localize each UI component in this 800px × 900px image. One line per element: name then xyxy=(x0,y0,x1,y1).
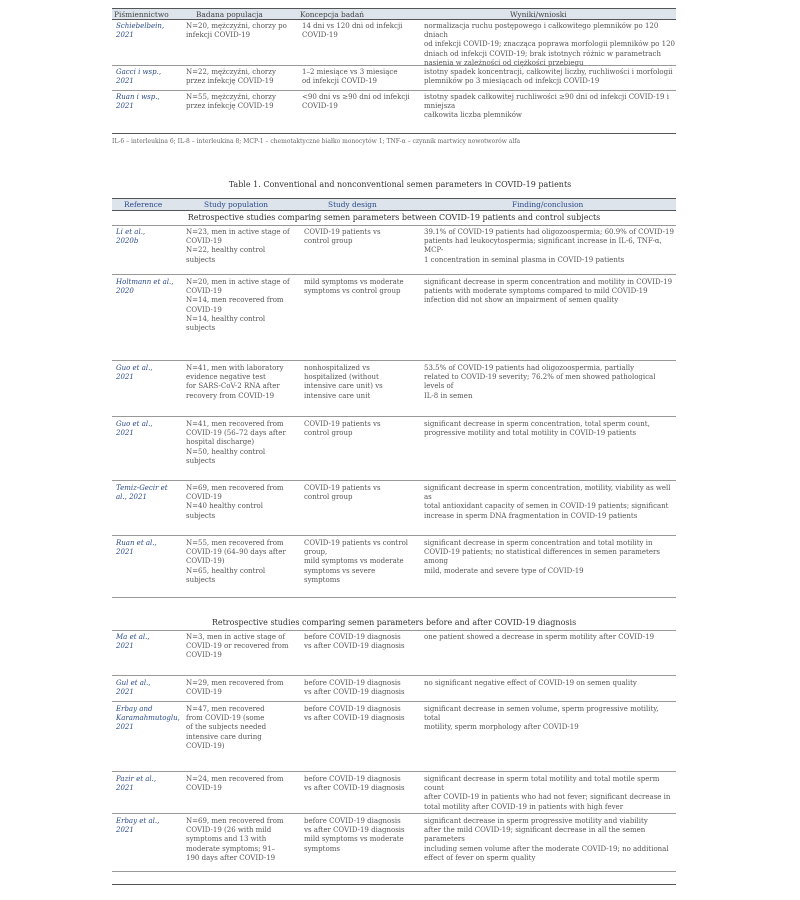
text-line: N=14, healthy control xyxy=(186,314,266,323)
text-line: before COVID-19 diagnosis xyxy=(304,679,401,687)
table-cell-population xyxy=(186,93,296,111)
text-line: mild symptoms vs moderate xyxy=(304,835,404,844)
table-cell-population xyxy=(186,420,298,466)
text-line: after COVID-19 in patients who had not fever; significant decrease in xyxy=(424,793,671,802)
text-line: control group xyxy=(304,493,353,502)
text-line: Guo et al., xyxy=(116,420,153,428)
text-line: COVID-19 patients; no statistical differences in semen parameters among xyxy=(424,548,660,566)
table-cell-result xyxy=(424,817,676,863)
table-cell-population xyxy=(186,22,296,40)
text-line: Guo et al., xyxy=(116,364,153,372)
text-line: COVID-19 xyxy=(186,688,222,697)
text-line: N=65, healthy control xyxy=(186,566,266,575)
text-line: 2021 xyxy=(116,642,134,651)
table-cell-reference xyxy=(116,420,184,438)
table-cell-design xyxy=(302,93,420,111)
text-line: COVID-19 xyxy=(186,237,222,246)
table-cell-result xyxy=(424,484,676,521)
text-line: intensive care during xyxy=(186,732,262,741)
text-line: N=40 healthy control xyxy=(186,502,263,511)
row-divider xyxy=(112,480,676,481)
table-cell-reference xyxy=(116,633,184,651)
row-divider xyxy=(112,675,676,676)
section-rule xyxy=(112,225,676,226)
text-line: 1–2 miesiące vs 3 miesiące xyxy=(302,68,398,76)
text-line: N=22, healthy control xyxy=(186,246,266,255)
text-line: of the subjects needed xyxy=(186,723,267,732)
table-cell-population xyxy=(186,484,298,521)
text-line: al., 2021 xyxy=(116,493,147,502)
text-line: patients had leukocytospermia; significant increase in IL-6, TNF-α, MCP- xyxy=(424,237,662,255)
table-cell-population xyxy=(186,633,298,661)
text-line: symptoms and 13 with xyxy=(186,835,267,844)
table-cell-design xyxy=(304,775,422,793)
text-line: for SARS-CoV-2 RNA after xyxy=(186,382,280,391)
text-line: from COVID-19 (some xyxy=(186,714,265,723)
text-line: N=55, men recovered from xyxy=(186,539,284,547)
table-cell-reference xyxy=(116,705,184,733)
text-line: N=55, mężczyźni, chorzy xyxy=(186,93,276,101)
table-cell-population xyxy=(186,775,298,793)
table-cell-population xyxy=(186,679,298,697)
text-line: control group xyxy=(304,429,353,438)
text-line: COVID-19 (64–90 days after xyxy=(186,548,286,557)
text-line: significant decrease in sperm concentration, motility, viability as well as xyxy=(424,484,671,502)
text-line: increase in sperm DNA fragmentation in COVID-19 patients xyxy=(424,511,638,520)
row-divider xyxy=(112,701,676,702)
column-header: Wyniki/wnioski xyxy=(510,10,567,19)
table-cell-design xyxy=(304,817,422,854)
row-divider xyxy=(112,871,676,872)
text-line: total antioxidant capacity of semen in COVID-19 patients; significant xyxy=(424,502,669,511)
text-line: 2021 xyxy=(116,77,134,86)
text-line: intensive care unit) vs xyxy=(304,382,383,391)
text-line: 2021 xyxy=(116,429,134,438)
text-line: całkowita liczba plemników xyxy=(424,111,522,120)
text-line: control group xyxy=(304,237,353,246)
text-line: COVID-19) xyxy=(186,557,225,566)
text-line: infekcji COVID-19 xyxy=(186,31,251,40)
text-line: 1 concentration in seminal plasma in COVID-19 patients xyxy=(424,255,625,264)
text-line: istotny spadek koncentracji, całkowitej liczby, ruchliwości i morfologii xyxy=(424,68,673,76)
text-line: COVID-19 xyxy=(186,305,222,314)
table-cell-result xyxy=(424,68,676,86)
table-cell-result xyxy=(424,679,676,688)
text-line: intensive care unit xyxy=(304,391,371,400)
table-cell-design xyxy=(304,679,422,697)
table-cell-design xyxy=(304,705,422,723)
row-divider xyxy=(112,597,676,598)
text-line: 2021 xyxy=(116,723,134,732)
text-line: subjects xyxy=(186,324,216,333)
text-line: COVID-19 xyxy=(302,31,338,40)
text-line: 2021 xyxy=(116,31,134,40)
column-header: Study design xyxy=(328,200,377,209)
text-line: 14 dni vs 120 dni od infekcji xyxy=(302,22,403,30)
column-header: Koncepcja badań xyxy=(300,10,364,19)
table-cell-design xyxy=(304,278,422,296)
table-cell-result xyxy=(424,539,676,576)
text-line: 2021 xyxy=(116,548,134,557)
text-line: COVID-19 xyxy=(186,784,222,793)
text-line: infection did not show an impairment of semen quality xyxy=(424,296,619,305)
table-cell-population xyxy=(186,364,298,401)
text-line: normalizacja ruchu postępowego i całkowitego plemników po 120 dniach xyxy=(424,22,659,40)
table-cell-design xyxy=(304,484,422,502)
table-cell-reference xyxy=(116,228,184,246)
row-divider xyxy=(112,360,676,361)
text-line: COVID-19) xyxy=(186,741,225,750)
table-cell-population xyxy=(186,817,298,863)
table-cell-design xyxy=(304,364,422,401)
text-line: before COVID-19 diagnosis xyxy=(304,633,401,641)
table-cell-reference xyxy=(116,484,184,502)
section-title: Retrospective studies comparing semen parameters between COVID-19 patients and control subjects xyxy=(187,213,601,222)
text-line: Erbay and xyxy=(116,705,153,713)
text-line: COVID-19 (26 with mild xyxy=(186,826,272,835)
text-line: 2020 xyxy=(116,287,134,296)
column-header: Finding/conclusion xyxy=(512,200,584,209)
table-cell-reference xyxy=(116,22,182,40)
text-line: nasienia w zależności od ciężkości przebiegu xyxy=(424,58,584,67)
text-line: Ma et al., xyxy=(116,633,150,641)
table-cell-design xyxy=(302,68,420,86)
text-line: motility, sperm morphology after COVID-19 xyxy=(424,723,579,732)
table-cell-design xyxy=(304,228,422,246)
table-cell-population xyxy=(186,228,298,265)
text-line: plemników po 3 miesiącach od infekcji COVID-19 xyxy=(424,77,600,86)
text-line: vs after COVID-19 diagnosis xyxy=(304,784,405,793)
text-line: N=47, men recovered xyxy=(186,705,265,713)
text-line: before COVID-19 diagnosis xyxy=(304,705,401,713)
row-divider xyxy=(112,535,676,536)
text-line: N=23, men in active stage of xyxy=(186,228,290,236)
text-line: przez infekcję COVID-19 xyxy=(186,77,274,86)
text-line: COVID-19 or recovered from xyxy=(186,642,289,651)
text-line: progressive motility and total motility in COVID-19 patients xyxy=(424,429,637,438)
text-line: COVID-19 patients vs control xyxy=(304,539,409,547)
text-line: N=29, men recovered from xyxy=(186,679,284,687)
text-line: <90 dni vs ≥90 dni od infekcji xyxy=(302,93,410,101)
text-line: N=69, men recovered from xyxy=(186,817,284,825)
text-line: subjects xyxy=(186,456,216,465)
text-line: Li et al., xyxy=(116,228,146,236)
text-line: vs after COVID-19 diagnosis xyxy=(304,642,405,651)
table-cell-result xyxy=(424,775,676,812)
text-line: N=50, healthy control xyxy=(186,447,266,456)
table-cell-result xyxy=(424,420,676,438)
table1-header-rule xyxy=(112,210,676,211)
text-line: hospitalized (without xyxy=(304,373,379,382)
text-line: COVID-19 patients vs xyxy=(304,484,381,492)
text-line: vs after COVID-19 diagnosis xyxy=(304,714,405,723)
text-line: Gul et al., xyxy=(116,679,151,687)
text-line: significant decrease in semen volume, sperm progressive motility, total xyxy=(424,705,659,723)
top-table-bottom-rule xyxy=(112,133,676,134)
table1-bottom-rule xyxy=(112,884,676,885)
text-line: symptoms xyxy=(304,844,340,853)
text-line: IL-8 in semen xyxy=(424,391,473,400)
table-cell-design xyxy=(304,539,422,585)
text-line: COVID-19 xyxy=(302,102,338,111)
text-line: Erbay et al., xyxy=(116,817,160,825)
text-line: recovery from COVID-19 xyxy=(186,391,275,400)
text-line: vs after COVID-19 diagnosis xyxy=(304,826,405,835)
text-line: Ruan i wsp., xyxy=(116,93,160,101)
text-line: subjects xyxy=(186,575,216,584)
text-line: before COVID-19 diagnosis xyxy=(304,775,401,783)
table-cell-result xyxy=(424,93,676,121)
text-line: N=41, men recovered from xyxy=(186,420,284,428)
table-cell-result xyxy=(424,22,676,68)
section-rule xyxy=(112,630,676,631)
text-line: related to COVID-19 severity; 76.2% of men showed pathological levels of xyxy=(424,373,656,391)
table-cell-reference xyxy=(116,817,184,835)
text-line: N=24, men recovered from xyxy=(186,775,284,783)
text-line: no significant negative effect of COVID-19 on semen quality xyxy=(424,679,637,687)
text-line: subjects xyxy=(186,255,216,264)
table-cell-result xyxy=(424,633,676,642)
text-line: COVID-19 xyxy=(186,287,222,296)
text-line: Gacci i wsp., xyxy=(116,68,162,76)
text-line: 190 days after COVID-19 xyxy=(186,853,276,862)
text-line: symptoms vs severe xyxy=(304,566,376,575)
text-line: mild symptoms vs moderate xyxy=(304,557,404,566)
table-cell-population xyxy=(186,68,296,86)
text-line: COVID-19 xyxy=(186,493,222,502)
row-divider xyxy=(112,813,676,814)
text-line: COVID-19 patients vs xyxy=(304,420,381,428)
table-cell-result xyxy=(424,228,676,265)
text-line: istotny spadek całkowitej ruchliwości ≥90 dni od infekcji COVID-19 i mniejsza xyxy=(424,93,669,111)
table-footnote: IL-6 – interleukina 6; IL-8 – interleukina 8; MCP-1 – chemotaktyczne białko monocytów 1; TNF-α – czynnik martwicy nowotworów alfa xyxy=(112,138,521,145)
column-header: Badana populacja xyxy=(196,10,263,19)
row-divider xyxy=(112,416,676,417)
text-line: total motility after COVID-19 in patients with high fever xyxy=(424,802,624,811)
text-line: before COVID-19 diagnosis xyxy=(304,817,401,825)
column-header: Piśmiennictwo xyxy=(114,10,169,19)
text-line: evidence negative test xyxy=(186,373,266,382)
top-table-header-rule xyxy=(112,19,676,20)
text-line: N=41, men with laboratory xyxy=(186,364,284,372)
text-line: 39.1% of COVID-19 patients had oligozoospermia; 60.9% of COVID-19 xyxy=(424,228,674,236)
row-divider xyxy=(112,90,676,91)
top-table-top-rule xyxy=(112,8,676,9)
text-line: significant decrease in sperm total motility and total motile sperm count xyxy=(424,775,660,793)
text-line: Pazir et al., xyxy=(116,775,157,783)
text-line: dniach od infekcji COVID-19; brak istotnych różnic w parametrach xyxy=(424,49,661,58)
text-line: patients with moderate symptoms compared to mild COVID-19 xyxy=(424,287,648,296)
column-header: Study population xyxy=(204,200,269,209)
text-line: N=69, men recovered from xyxy=(186,484,284,492)
text-line: N=20, mężczyźni, chorzy po xyxy=(186,22,287,30)
table-cell-reference xyxy=(116,278,184,296)
table-cell-reference xyxy=(116,364,184,382)
table-caption: Table 1. Conventional and nonconventional semen parameters in COVID-19 patients xyxy=(228,180,572,189)
text-line: mild, moderate and severe type of COVID-19 xyxy=(424,566,584,575)
table-cell-reference xyxy=(116,775,184,793)
text-line: 2021 xyxy=(116,373,134,382)
text-line: N=20, men in active stage of xyxy=(186,278,290,286)
text-line: 2020b xyxy=(116,237,139,246)
table-cell-design xyxy=(304,420,422,438)
table-cell-reference xyxy=(116,93,182,111)
table-header-bar xyxy=(112,198,676,210)
text-line: przez infekcję COVID-19 xyxy=(186,102,274,111)
text-line: 2021 xyxy=(116,784,134,793)
text-line: 2021 xyxy=(116,688,134,697)
row-divider xyxy=(112,65,676,66)
text-line: Schiebelbein, xyxy=(116,22,165,30)
text-line: significant decrease in sperm concentration and total motility in xyxy=(424,539,653,547)
text-line: Holtmann et al., xyxy=(116,278,174,286)
table-cell-design xyxy=(302,22,420,40)
table-cell-design xyxy=(304,633,422,651)
row-divider xyxy=(112,274,676,275)
text-line: od infekcji COVID-19 xyxy=(302,77,378,86)
text-line: significant decrease in sperm progressive motility and viability xyxy=(424,817,648,825)
table-cell-result xyxy=(424,364,676,401)
column-header: Reference xyxy=(124,200,163,209)
text-line: COVID-19 xyxy=(186,651,222,660)
text-line: N=22, mężczyźni, chorzy xyxy=(186,68,276,76)
text-line: after the mild COVID-19; significant decrease in all the semen parameters xyxy=(424,826,646,844)
text-line: Ruan et al., xyxy=(116,539,157,547)
text-line: COVID-19 (56–72 days after xyxy=(186,429,286,438)
text-line: 53.5% of COVID-19 patients had oligozoospermia, partially xyxy=(424,364,635,372)
text-line: hospital discharge) xyxy=(186,438,255,447)
table1-top-rule xyxy=(112,198,676,199)
row-divider xyxy=(112,771,676,772)
table-cell-population xyxy=(186,539,298,585)
text-line: mild symptoms vs moderate xyxy=(304,278,404,286)
text-line: including semen volume after the moderate COVID-19; no additional xyxy=(424,844,669,853)
table-cell-result xyxy=(424,278,676,306)
text-line: vs after COVID-19 diagnosis xyxy=(304,688,405,697)
text-line: symptoms vs control group xyxy=(304,287,401,296)
text-line: 2021 xyxy=(116,826,134,835)
text-line: Karamahmutoglu, xyxy=(116,714,180,723)
text-line: significant decrease in sperm concentration, total sperm count, xyxy=(424,420,650,428)
text-line: effect of fever on sperm quality xyxy=(424,853,536,862)
table-cell-reference xyxy=(116,539,184,557)
text-line: nonhospitalized vs xyxy=(304,364,370,372)
text-line: N=14, men recovered from xyxy=(186,296,284,305)
text-line: N=3, men in active stage of xyxy=(186,633,286,641)
text-line: COVID-19 patients vs xyxy=(304,228,381,236)
table-cell-reference xyxy=(116,68,182,86)
text-line: od infekcji COVID-19; znacząca poprawa morfologii plemników po 120 xyxy=(424,40,675,49)
text-line: 2021 xyxy=(116,102,134,111)
table-cell-population xyxy=(186,278,298,333)
text-line: subjects xyxy=(186,511,216,520)
text-line: moderate symptoms; 91– xyxy=(186,844,276,853)
table-cell-result xyxy=(424,705,676,733)
text-line: Temiz-Gecir et xyxy=(116,484,168,492)
section-title: Retrospective studies comparing semen parameters before and after COVID-19 diagnosis xyxy=(211,618,577,627)
table-cell-population xyxy=(186,705,298,751)
table-cell-reference xyxy=(116,679,184,697)
text-line: symptoms xyxy=(304,575,340,584)
text-line: group, xyxy=(304,548,328,557)
text-line: one patient showed a decrease in sperm motility after COVID-19 xyxy=(424,633,655,641)
text-line: significant decrease in sperm concentration and motility in COVID-19 xyxy=(424,278,673,286)
